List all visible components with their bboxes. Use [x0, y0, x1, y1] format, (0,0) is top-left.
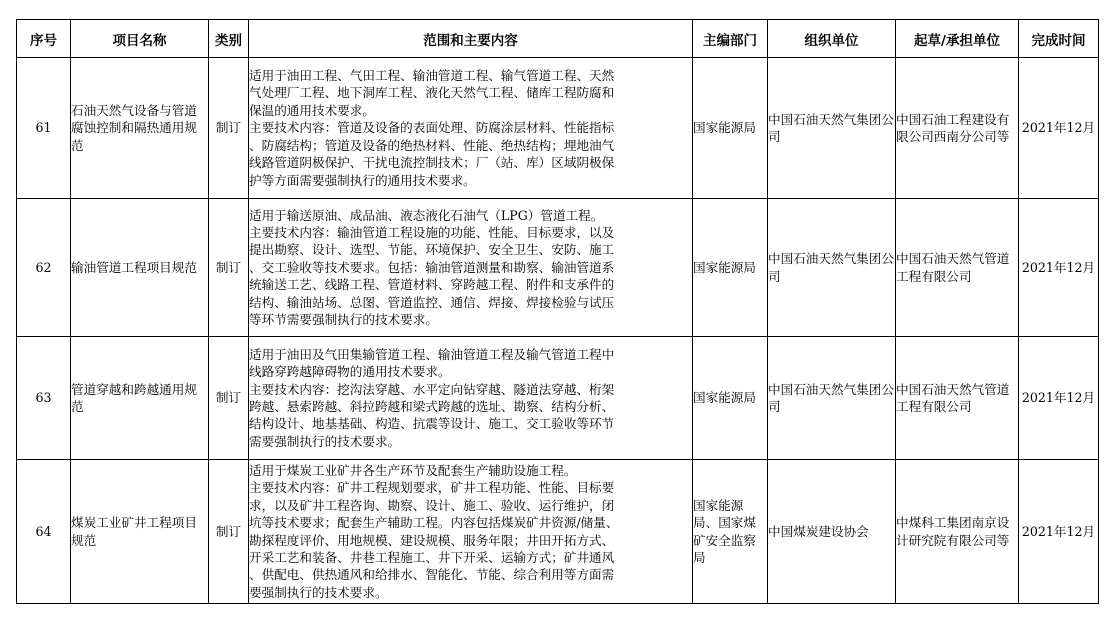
cell-num: 61 [17, 58, 71, 199]
scope-line: 结构设计、地基基础、构造、抗震等设计、施工、交工验收等环节 [249, 416, 615, 432]
cell-dept: 国家能源局 [693, 199, 768, 337]
cell-dept: 国家能源局 [693, 58, 768, 199]
cell-type: 制订 [209, 199, 249, 337]
scope-line: 、防腐结构；管道及设备的绝热材料、性能、绝热结构；埋地油气 [249, 137, 615, 153]
scope-line: 等环节需要强制执行的技术要求。 [249, 312, 438, 328]
cell-num: 62 [17, 199, 71, 337]
cell-drafter: 中国石油天然气管道工程有限公司 [896, 337, 1019, 460]
scope-line: 、交工验收等技术要求。包括：输油管道测量和勘察、输油管道系 [249, 259, 615, 275]
standards-table-sheet [16, 19, 1099, 604]
scope-line: 要强制执行的技术要求。 [249, 584, 388, 600]
scope-line: 适用于油田及气田集输管道工程、输油管道工程及输气管道工程中 [249, 346, 615, 362]
scope-line: 提出勘察、设计、选型、节能、环境保护、安全卫生、安防、施工 [249, 242, 615, 258]
scope-line: 主要技术内容：挖沟法穿越、水平定向钻穿越、隧道法穿越、桁架 [249, 381, 615, 397]
cell-num: 64 [17, 460, 71, 604]
scope-line: 开采工艺和装备、井巷工程施工、井下开采、运输方式；矿井通风 [249, 549, 615, 565]
cell-org: 中国石油天然气集团公司 [768, 337, 896, 460]
cell-date: 2021年12月 [1019, 337, 1099, 460]
scope-line: 适用于输送原油、成品油、液态液化石油气（LPG）管道工程。 [249, 207, 604, 223]
cell-project-name: 煤炭工业矿井工程项目规范 [71, 460, 209, 604]
cell-drafter: 中煤科工集团南京设计研究院有限公司等 [896, 460, 1019, 604]
cell-type: 制订 [209, 337, 249, 460]
cell-type: 制订 [209, 58, 249, 199]
cell-project-name: 输油管道工程项目规范 [71, 199, 209, 337]
cell-type: 制订 [209, 460, 249, 604]
table-row [17, 337, 1099, 460]
scope-line: 统输送工艺、线路工程、管道材料、穿跨越工程、附件和支承件的 [249, 277, 615, 293]
table-row [17, 58, 1099, 199]
cell-project-name: 石油天然气设备与管道腐蚀控制和隔热通用规范 [71, 58, 209, 199]
scope-line: 需要强制执行的技术要求。 [249, 433, 401, 449]
cell-date: 2021年12月 [1019, 199, 1099, 337]
header-date: 完成时间 [1019, 20, 1099, 58]
scope-line: 适用于油田工程、气田工程、输油管道工程、输气管道工程、天然 [249, 68, 615, 84]
header-num: 序号 [17, 20, 71, 58]
scope-line: 坑等技术要求；配套生产辅助工程。内容包括煤炭矿井资源/储量、 [249, 515, 619, 531]
standards-table [16, 19, 1099, 604]
cell-scope [249, 199, 693, 337]
scope-line: 保温的通用技术要求。 [249, 102, 375, 118]
header-drafter: 起草/承担单位 [896, 20, 1019, 58]
scope-line: 求，以及矿井工程咨询、勘察、设计、施工、验收、运行维护，闭 [249, 497, 615, 513]
cell-project-name: 管道穿越和跨越通用规范 [71, 337, 209, 460]
cell-org: 中国煤炭建设协会 [768, 460, 896, 604]
scope-line: 线路管道阴极保护、干扰电流控制技术；厂（站、库）区域阴极保 [249, 155, 615, 171]
cell-num: 63 [17, 337, 71, 460]
scope-line: 主要技术内容：矿井工程规划要求，矿井工程功能、性能、目标要 [249, 480, 615, 496]
scope-line: 气处理厂工程、地下洞库工程、液化天然气工程、储库工程防腐和 [249, 85, 615, 101]
scope-line: 护等方面需要强制执行的通用技术要求。 [249, 172, 476, 188]
scope-line: 线路穿跨越障碍物的通用技术要求。 [249, 364, 451, 380]
cell-org: 中国石油天然气集团公司 [768, 199, 896, 337]
header-type: 类别 [209, 20, 249, 58]
header-org: 组织单位 [768, 20, 896, 58]
cell-scope [249, 337, 693, 460]
cell-scope [249, 58, 693, 199]
scope-line: 结构、输油站场、总图、管道监控、通信、焊接、焊接检验与试压 [249, 294, 615, 310]
header-scope: 范围和主要内容 [249, 20, 693, 58]
scope-line: 主要技术内容：输油管道工程设施的功能、性能、目标要求，以及 [249, 224, 615, 240]
cell-drafter: 中国石油天然气管道工程有限公司 [896, 199, 1019, 337]
header-dept: 主编部门 [693, 20, 768, 58]
cell-scope [249, 460, 693, 604]
header-name: 项目名称 [71, 20, 209, 58]
cell-date: 2021年12月 [1019, 58, 1099, 199]
scope-line: 适用于煤炭工业矿井各生产环节及配套生产辅助设施工程。 [249, 462, 577, 478]
scope-line: 跨越、悬索跨越、斜拉跨越和梁式跨越的选址、勘察、结构分析、 [249, 399, 615, 414]
scope-line: 、供配电、供热通风和给排水、智能化、节能、综合利用等方面需 [249, 567, 615, 583]
cell-date: 2021年12月 [1019, 460, 1099, 604]
cell-dept: 国家能源局、国家煤矿安全监察局 [693, 460, 768, 604]
cell-org: 中国石油天然气集团公司 [768, 58, 896, 199]
table-row [17, 460, 1099, 604]
table-row [17, 199, 1099, 337]
scope-line: 勘探程度评价、用地规模、建设规模、服务年限；井田开拓方式、 [249, 532, 615, 548]
scope-line: 主要技术内容：管道及设备的表面处理、防腐涂层材料、性能指标 [249, 120, 615, 136]
header-row [17, 20, 1099, 58]
cell-dept: 国家能源局 [693, 337, 768, 460]
cell-drafter: 中国石油工程建设有限公司西南分公司等 [896, 58, 1019, 199]
